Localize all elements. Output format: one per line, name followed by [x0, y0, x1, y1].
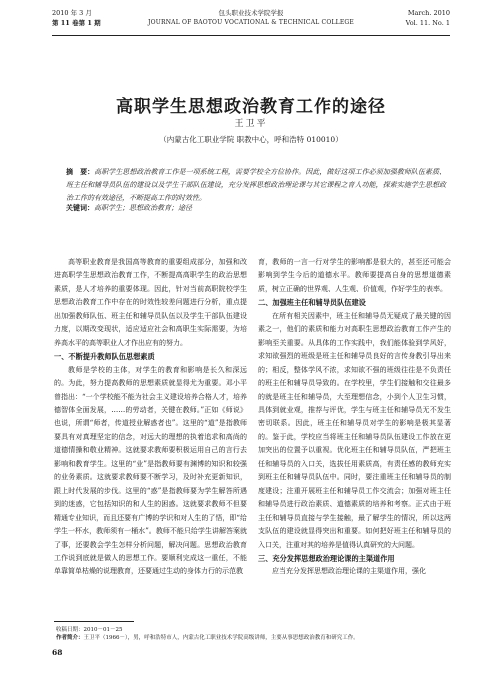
paper-affiliation: （内蒙古化工职业学院 职教中心，呼和浩特 010010） [159, 135, 343, 144]
paragraph: 教师是学校的主体，对学生的教育和影响是长久和深远的。为此，努力提高教师的思想素质就显得尤为重要。邓小平曾指出：“一个学校能不能为社会主义建设培养合格人才，培养德智体全面发展，……的劳动者，关键在教师。”正如《师说》也说，所谓“师者，传道授业解惑者也”。这里的“道”是指教师要具有对真理坚定的信念，对远大的理想的执着追求和高尚的道德情操和敬业精神。这就要求教师要积极运用自己的言行去影响和教育学生。这里的“业”是指教师要有渊博的知识和较强的业务素质。这就要求教师要不断学习，及时补充更新知识，跟上时代发展的步伐。这里的“惑”是指教师要为学生解答所遇到的迷惑，它包括知识的和人生的困惑。这就要求教师不但要精通专业知识，而且还要有广博的学识和对人生的了悟，即“给学生一杯水，教师须有一桶水”。教师不能只给学生讲解答案就了事，还要教会学生怎样分析问题，解决问题。思想政治教育工作说到底就是做人的思想工作。要顺利完成这一重任，不能单靠简单枯燥的说理教育，还要通过生动的身体力行的示范教 [54, 365, 247, 576]
abstract-label: 摘 要： [66, 167, 95, 176]
section-heading: 二、加强班主任和辅导员队伍建设 [258, 298, 366, 308]
paragraph: 育，教师的一言一行对学生的影响都是很大的，甚至还可能会影响到学生今后的道德水平。教师要提高自身的思想道德素质，树立正确的世界观、人生观、价值观，作好学生的表率。 [258, 258, 451, 293]
paragraph: 高等职业教育是我国高等教育的重要组成部分，加强和改进高职学生思想政治教育工作，不断提高高职学生的政治思想素质，是人才培养的重要体现。因此，针对当前高职院校学生思想政治教育工作中存在的时效性较差问题进行分析，重点提出加强教师队伍、班主任和辅导员队伍以及学生干部队伍建设力度，以期改变现状，适应适应社会和高职生实际需要，为培养高水平的高等职业人才作出应有的努力。 [54, 258, 247, 347]
header-journal-en: JOURNAL OF BAOTOU VOCATIONAL & TECHNICAL COLLEGE [148, 19, 354, 26]
paragraph: 应当充分发挥思想政治理论课的主渠道作用，强化 [272, 567, 426, 576]
paper-author: 王卫平 [234, 119, 268, 129]
footnote-author-bio [56, 634, 456, 642]
keywords [66, 203, 446, 213]
header-date-en: March. 2010 [407, 9, 450, 17]
paragraph: 在所有相关因素中，班主任和辅导员无疑成了最关键的因素之一，他们的素质和能力对高职生思想政治教育工作产生的影响至关重要。从具体的工作实践中，我们能体验到学风好，求知欲强烈的班级是班主任和辅导员良好的言传身教引导出来的；相反，整体学风不浓，求知欲不强的班级往往是不负责任的班主任和辅导员导致的。在学校里，学生们接触和交往最多的就是班主任和辅导员，大至理想信念，小到个人卫生习惯，具体到就业观，推荐与评优，学生与班主任和辅导员无不发生密切联系。因此，班主任和辅导员对学生的影响是极其显著的。鉴于此，学校应当将班主任和辅导员队伍建设工作放在更加突出的位置予以重视。优化班主任和辅导员队伍，严把班主任和辅导员的入口关，选拔任用素质高，有责任感的教师充实到班主任和辅导员队伍中。同时，要注重班主任和辅导员的制度建设；注重开展班主任和辅导员工作交流会；加强对班主任和辅导员进行政治素质、道德素质的培养和考察。正式由于班主任和辅导员直接与学生接触，最了解学生的情况，所以这两支队伍的建设就显得突出和重要。如何把好班主任和辅导员的入口关，注重对其的培养是值得认真研究的大问题。 [258, 311, 451, 549]
abstract [66, 165, 446, 205]
page-number: 68 [52, 648, 63, 657]
footnote-author-bio-text: 王卫平（1966－），男，呼和浩特市人，内蒙古化工职业技术学院高级讲师，主要从事思想政治教育和研究工作。 [83, 635, 359, 641]
footnote [56, 626, 456, 642]
header-volume-en: Vol. 11. No. 1 [405, 19, 450, 27]
footnote-rule [54, 621, 134, 622]
keywords-label: 关键词： [66, 203, 94, 212]
paper-title: 高职学生思想政治教育工作的途径 [116, 97, 386, 117]
section-heading: 一、不断提升教师队伍思想素质 [54, 352, 155, 362]
body-column-left [54, 256, 247, 579]
header-journal-cn: 包头职业技术学院学报 [218, 9, 284, 17]
footnote-author-bio-label: 作者简介： [56, 635, 84, 641]
footnote-received: 收稿日期：2010－01－25 [56, 627, 123, 633]
header-date-cn: 2010 年 3 月 [52, 9, 92, 17]
header-issue-cn: 第 11 卷第 1 期 [52, 19, 101, 27]
abstract-text: 高职学生思想政治教育工作是一项系统工程，需要学校全方位协作。因此，做好这项工作必须加强教师队伍素质、班主任和辅导员队伍的建设以及学生干部队伍建设，充分发挥思想政治理论课与其它课程之育人功能，探索实施学生思想政治工作的有效途径，不断提高工作的时效性。 [66, 168, 447, 202]
keywords-text: 高职学生；思想政治教育；途径 [94, 204, 192, 212]
running-header [52, 9, 450, 36]
body-column-right [258, 256, 451, 579]
section-heading: 三、充分发挥思想政治理论课的主渠道作用 [258, 553, 395, 563]
